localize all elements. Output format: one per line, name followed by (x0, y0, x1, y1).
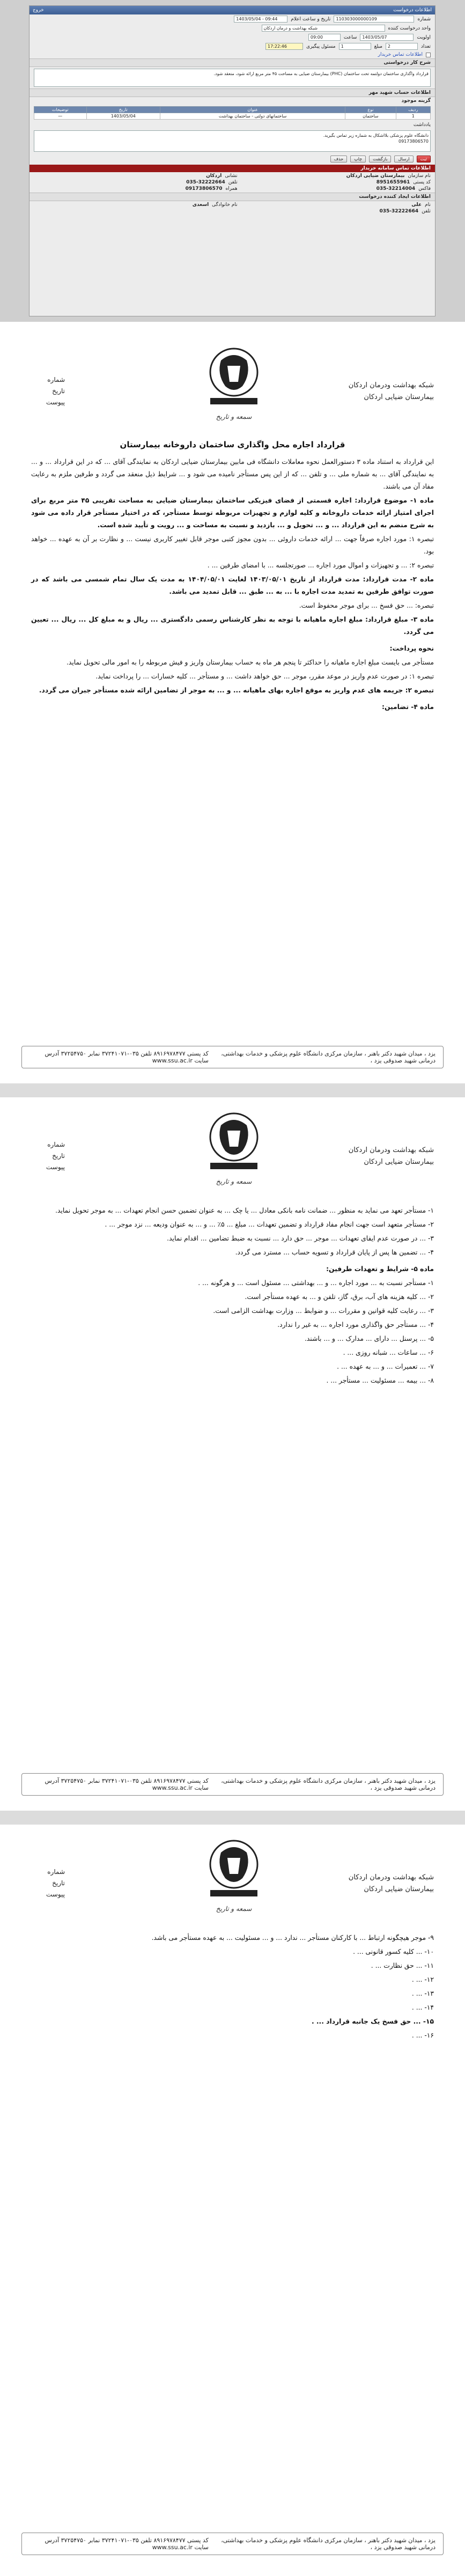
table-cell: ساختمان (345, 113, 396, 120)
delete-button[interactable]: حذف (330, 156, 347, 163)
footer-contact: کد پستی ۸۹۱۶۹۷۸۴۷۷ تلفن ۰۳۵-۳۷۲۴۱۰۷۱ نمابر ۳۷۲۵۴۷۵۰ آدرس سایت www.ssu.ac.ir (45, 1777, 209, 1791)
paragraph: ۱۳- ... . (411, 1990, 434, 1997)
meta-attachment: پیوست (46, 1163, 65, 1171)
time-field[interactable]: 09:00 (308, 34, 341, 41)
meta-number: شماره (47, 1141, 65, 1148)
paragraph: ۱- مستأجر نسبت به ... مورد اجاره ... و ... بهداشتی ... مسئول است ... و هرگونه ... . (198, 1279, 434, 1287)
prio-field[interactable]: 1403/05/07 (360, 34, 414, 41)
footer-address: یزد ، میدان شهید دکتر باهنر ، سازمان مرکزی دانشگاه علوم پزشکی و خدمات بهداشتی، درمانی شهید صدوقی یزد ، (221, 1777, 436, 1791)
fields-row-3 (29, 33, 435, 42)
action-buttons (29, 153, 435, 165)
fields-row-4 (29, 42, 435, 51)
buyer-contact-checkbox[interactable] (426, 53, 431, 57)
letter-footer (21, 1773, 444, 1796)
table-cell: 1403/05/04 (86, 113, 160, 120)
fields-row-1 (29, 14, 435, 24)
letter-page-2 (0, 1097, 465, 1811)
letter-page-1 (0, 333, 465, 1083)
req-field[interactable]: 17:22:46 (265, 43, 303, 50)
paragraph: ۳- ... رعایت کلیه قوانین و مقررات ... و ضوابط ... وزارت بهداشت الزامی است. (213, 1307, 434, 1315)
request-window (29, 5, 436, 316)
unit-field[interactable]: شبکه بهداشت و درمان اردکان (262, 25, 385, 32)
org-name-1: شبکه بهداشت ودرمان اردکان (348, 1873, 434, 1881)
req-label: مسئول پیگیری (306, 43, 336, 49)
creator-header: اطلاعات ایجاد کننده درخواست (29, 193, 435, 201)
paragraph: ۷- ... تعمیرات ... و ... به عهده ... . (337, 1363, 434, 1370)
paragraph: ۱۰- ... کلیه کسور قانونی ... . (353, 1948, 434, 1955)
paragraph: ۵- ... پرسنل ... دارای ... مدارک ... و ... باشند. (304, 1335, 434, 1342)
paragraph: ماده ۱- موضوع قرارداد: اجاره قسمتی از فضای فیزیکی ساختمان بیمارستان ضیایی به مساحت تقریبی ۴۵ متر مربع برای اجرای امتیاز ارائه خدمات داروخانه و کلیه لوازم و تجهیزات مربوطه توسط مستأجر، که در اختیار مستأجر قرار داده می شود به شرح منضم به این قرارداد ... و ... تحویل و ... بازدید و نسبت به مساحت و ... رویت و تأیید شده است. (31, 497, 434, 529)
paragraph: تبصره ۲: جریمه های عدم واریز به موقع اجاره بهای ماهیانه ... و ... به موجر از تضامین ارائه شده مستأجر جبران می گردد. (39, 687, 434, 694)
window-title: اطلاعات درخواست (393, 8, 432, 13)
buyer-contact-label[interactable]: اطلاعات تماس خریدار (378, 52, 423, 57)
col-header: تاریخ (86, 107, 160, 113)
buyer-info-item (55, 173, 237, 179)
fields-row-2 (29, 24, 435, 33)
desc-textarea[interactable]: قرارداد واگذاری ساختمان دولتمه تحت ساختمان (PHC) بیمارستان ضیایی به مساحت ۴۵ متر مربع ارائه شود، منعقد شود. (34, 69, 431, 87)
org-block (349, 1145, 434, 1168)
table-cell: — (34, 113, 87, 120)
letter-footer (21, 1046, 444, 1068)
buyer-info-item (248, 186, 431, 191)
comment-phone: 09173806570 (398, 139, 429, 144)
back-button[interactable]: بازگشت (369, 156, 391, 163)
info-value: 035-32222664 (379, 209, 419, 214)
cost-label: مبلغ (374, 43, 382, 49)
buyer-info (29, 172, 435, 193)
paragraph: ۶- ... ساعات ... شبانه روزی ... . (343, 1349, 434, 1356)
creator-info-item (248, 202, 431, 208)
paragraph: ۲- مستأجر متعهد است جهت انجام مفاد قرارداد و تضمین تعهدات ... مبلغ ... ۵٪ ... و ... به عنوان ودیعه ... نزد موجر ... . (105, 1221, 434, 1228)
info-key: نشانی (225, 173, 238, 179)
university-logo-icon (200, 1836, 268, 1901)
org-block (349, 380, 434, 403)
cost-field[interactable]: 1 (339, 43, 371, 50)
info-value: 035-32222664 (186, 180, 225, 185)
contract-body-3 (0, 1932, 465, 2042)
buyer-info-item (248, 173, 431, 179)
org-name-1: شبکه بهداشت ودرمان اردکان (348, 1146, 434, 1154)
comment-text: دانشگاه علوم پزشکی بلااشکال به شماره زیر تماس بگیرید. (323, 133, 429, 138)
table-cell: ساختمانهای دولتی - ساختمان بهداشت (160, 113, 345, 120)
info-key: همراه (225, 186, 238, 191)
window-titlebar (29, 6, 435, 14)
paragraph: تبصره ۲: ... و تجهیزات و اموال مورد اجاره ... صورتجلسه ... با امضای طرفین ... . (207, 562, 434, 569)
footer-contact: کد پستی ۸۹۱۶۹۷۸۴۷۷ تلفن ۰۳۵-۳۷۲۴۱۰۷۱ نمابر ۳۷۲۵۴۷۵۰ آدرس سایت www.ssu.ac.ir (45, 2537, 209, 2551)
paragraph: تبصره ۱: در صورت عدم واریز در موعد مقرر، موجر ... حق خواهد داشت ... و مستأجر ... کلیه خسارات ... را پرداخت نماید. (95, 673, 434, 680)
window-close[interactable]: خروج (33, 8, 44, 13)
meta-date: تاریخ (52, 1879, 65, 1887)
paragraph: ۸- ... بیمه ... مسئولیت ... مستأجر ... . (326, 1377, 434, 1384)
heading: نحوه پرداخت: (389, 645, 434, 652)
info-key: تلفن (228, 180, 238, 185)
paragraph: تبصره: ... حق فسخ ... برای موجر محفوظ است. (299, 602, 434, 609)
comment-textarea[interactable] (34, 130, 431, 152)
letterhead (0, 333, 465, 440)
sn-field[interactable]: 110303000000109 (334, 16, 414, 23)
heading: ماده ۵- شرایط و تعهدات طرفین: (326, 1265, 434, 1273)
paragraph: ماده ۲- مدت قرارداد: مدت قرارداد از تاریخ ۱۴۰۳/۰۵/۰۱ لغایت ۱۴۰۴/۰۵/۰۱ به مدت یک سال تمام شمسی می باشد که در صورت توافق طرفین به تمدید مدت اجاره با ... به ... طبق ... قابل تمدید می باشد. (31, 575, 434, 595)
info-value: اردکان (206, 173, 222, 179)
fields-row-5 (29, 51, 435, 58)
info-key: نام خانوادگی (212, 202, 238, 208)
org-block (349, 1872, 434, 1895)
table-cell: 1 (396, 113, 431, 120)
paragraph: ۲- ... کلیه هزینه های آب، برق، گاز، تلفن و ... به عهده مستأجر است. (245, 1293, 434, 1301)
creator-info-item (55, 202, 237, 208)
letter-meta (46, 1139, 65, 1173)
table-row[interactable] (34, 113, 431, 120)
date-label: تاریخ و ساعت اعلام (291, 16, 331, 22)
items-table (34, 106, 431, 120)
paragraph: ۱- مستأجر تعهد می نماید به منظور ... ضمانت نامه بانکی معادل ... یا چک ... به عنوان تضمین حسن انجام تعهدات ... به موجر تحویل نماید. (55, 1207, 434, 1214)
buyer-info-item (55, 186, 237, 191)
paragraph: ۱۴- ... . (411, 2004, 434, 2011)
meta-date: تاریخ (52, 387, 65, 395)
meta-attachment: پیوست (46, 1891, 65, 1898)
org-name-2: بیمارستان ضیایی اردکان (364, 1885, 434, 1893)
letter-meta (46, 374, 65, 408)
meta-date: تاریخ (52, 1152, 65, 1160)
count-field[interactable]: 2 (386, 43, 418, 50)
print-button[interactable]: چاپ (350, 156, 366, 163)
footer-contact: کد پستی ۸۹۱۶۹۷۸۴۷۷ تلفن ۰۳۵-۳۷۲۴۱۰۷۱ نمابر ۳۷۲۵۴۷۵۰ آدرس سایت www.ssu.ac.ir (45, 1050, 209, 1064)
sn-label: شماره (417, 16, 431, 22)
contract-body-2 (0, 1205, 465, 1387)
letter-page-3 (0, 1825, 465, 2576)
letter-meta (46, 1866, 65, 1900)
paragraph: این قرارداد به استناد ماده ۳ دستورالعمل نحوه معاملات دانشگاه فی مابین بیمارستان ضیایی اردکان به نمایندگی آقای ... که در این قرارداد ... و ... به نمایندگی آقای ... به شماره ملی ... و تلفن ... که از این پس مستأجر نامیده می شود و ... شرایط ذیل منعقد می گردد و طرفین ملزم به رعایت مفاد آن می باشند. (31, 458, 434, 490)
meta-number: شماره (47, 1868, 65, 1876)
paragraph: ۱۶- ... . (411, 2032, 434, 2039)
letterhead (0, 1097, 465, 1205)
paragraph: ۳- ... در صورت عدم ایفای تعهدات ... موجر ... حق دارد ... نسبت به ضبط تضامین ... اقدام نماید. (167, 1235, 434, 1242)
paragraph: ۱۱- ... حق نظارت ... . (371, 1962, 434, 1969)
org-name-2: بیمارستان ضیایی اردکان (364, 1158, 434, 1166)
meta-number: شماره (47, 376, 65, 383)
col-header: عنوان (160, 107, 345, 113)
org-name-2: بیمارستان ضیایی اردکان (364, 393, 434, 401)
paragraph: ۹- موجر هیچگونه ارتباط ... با کارکنان مستأجر ... ندارد ... و ... مسئولیت ... به عهده مستأجر می باشد. (151, 1934, 434, 1942)
paragraph: ۱۲- ... . (411, 1976, 434, 1983)
desc-header: شرح کار درخواستی (29, 58, 435, 67)
grid-title-row (29, 97, 435, 105)
info-key: نام (425, 202, 431, 208)
info-key: کد پستی (413, 180, 431, 185)
grid-title: گزینه موجود (401, 98, 431, 104)
date-field[interactable]: 1403/05/04 - 09:44 (234, 16, 287, 23)
buyer-info-header: اطلاعات تماس سامانه خریدار (29, 165, 435, 172)
org-name-1: شبکه بهداشت ودرمان اردکان (348, 381, 434, 389)
prio-label: اولویت (417, 34, 431, 40)
creator-info-item (248, 209, 431, 214)
info-value: 035-32214004 (376, 186, 416, 191)
col-header: توضیحات (34, 107, 87, 113)
send-button[interactable]: ارسال (394, 156, 413, 163)
meta-attachment: پیوست (46, 398, 65, 406)
info-value: علی (411, 202, 422, 208)
letterhead (0, 1825, 465, 1932)
buyer-info-item (55, 180, 237, 185)
comment-label: یادداشت (413, 122, 431, 128)
creator-info (29, 201, 435, 215)
info-key: تلفن (422, 209, 431, 214)
col-header: نوع (345, 107, 396, 113)
paragraph: ۴- ... تضمین ها پس از پایان قرارداد و تسویه حساب ... مسترد می گردد. (235, 1249, 434, 1256)
info-value: اسعدی (192, 202, 209, 208)
items-table-head (34, 107, 431, 113)
contract-title: قرارداد اجاره محل واگذاری ساختمان داروخانه بیمارستان (120, 440, 345, 449)
paragraph: ۱۵- ... حق فسخ یک جانبه قرارداد ... . (311, 2018, 434, 2025)
app-screen (0, 0, 465, 322)
paragraph: ماده ۳- مبلغ قرارداد: مبلغ اجاره ماهیانه با توجه به نظر کارشناس رسمی دادگستری ... ریال و به مبلغ کل ... ریال ... تعیین می گردد. (31, 616, 434, 636)
letter-footer (21, 2533, 444, 2555)
time-label: ساعت (343, 34, 357, 40)
contractor-header: اطلاعات حساب شهید مهر (29, 88, 435, 97)
university-logo-icon (200, 344, 268, 409)
page-separator (0, 1811, 465, 1825)
page-separator (0, 1083, 465, 1097)
unit-label: واحد درخواست کننده (388, 25, 431, 31)
submit-button[interactable]: ثبت (417, 156, 431, 163)
count-label: تعداد (420, 43, 431, 49)
heading: ماده ۴- تضامین: (382, 703, 434, 711)
footer-address: یزد ، میدان شهید دکتر باهنر ، سازمان مرکزی دانشگاه علوم پزشکی و خدمات بهداشتی، درمانی شهید صدوقی یزد ، (221, 1050, 436, 1064)
paragraph: مستأجر می بایست مبلغ اجاره ماهیانه را حداکثر تا پنجم هر ماه به حساب بیمارستان واریز و فیش مربوطه را به امور مالی تحویل نماید. (66, 659, 434, 666)
info-value: 09173806570 (185, 186, 223, 191)
info-key: فاکس (418, 186, 431, 191)
comment-label-row (29, 121, 435, 129)
paragraph: ۴- ... مستأجر حق واگذاری مورد اجاره ... به غیر را ندارد. (277, 1321, 434, 1328)
contract-body-1 (0, 456, 465, 713)
logo-caption: سمعه و تاریخ (216, 413, 252, 420)
info-key: نام سازمان (408, 173, 431, 179)
logo-caption: سمعه و تاریخ (216, 1178, 252, 1185)
footer-address: یزد ، میدان شهید دکتر باهنر ، سازمان مرکزی دانشگاه علوم پزشکی و خدمات بهداشتی، درمانی شهید صدوقی یزد ، (221, 2537, 436, 2551)
logo-caption: سمعه و تاریخ (216, 1905, 252, 1913)
university-logo-icon (200, 1109, 268, 1173)
buyer-info-item (248, 180, 431, 185)
info-value: بیمارستان ضیایی اردکان (346, 173, 405, 179)
col-header: ردیف (396, 107, 431, 113)
paragraph: تبصره ۱: مورد اجاره صرفاً جهت ... ارائه خدمات داروئی ... بدون مجوز کتبی موجر قابل تغییر کاربری نیست ... و نظارت بر آن به عهده ... خواهد بود. (31, 535, 434, 555)
info-value: 8951655961 (376, 180, 410, 185)
